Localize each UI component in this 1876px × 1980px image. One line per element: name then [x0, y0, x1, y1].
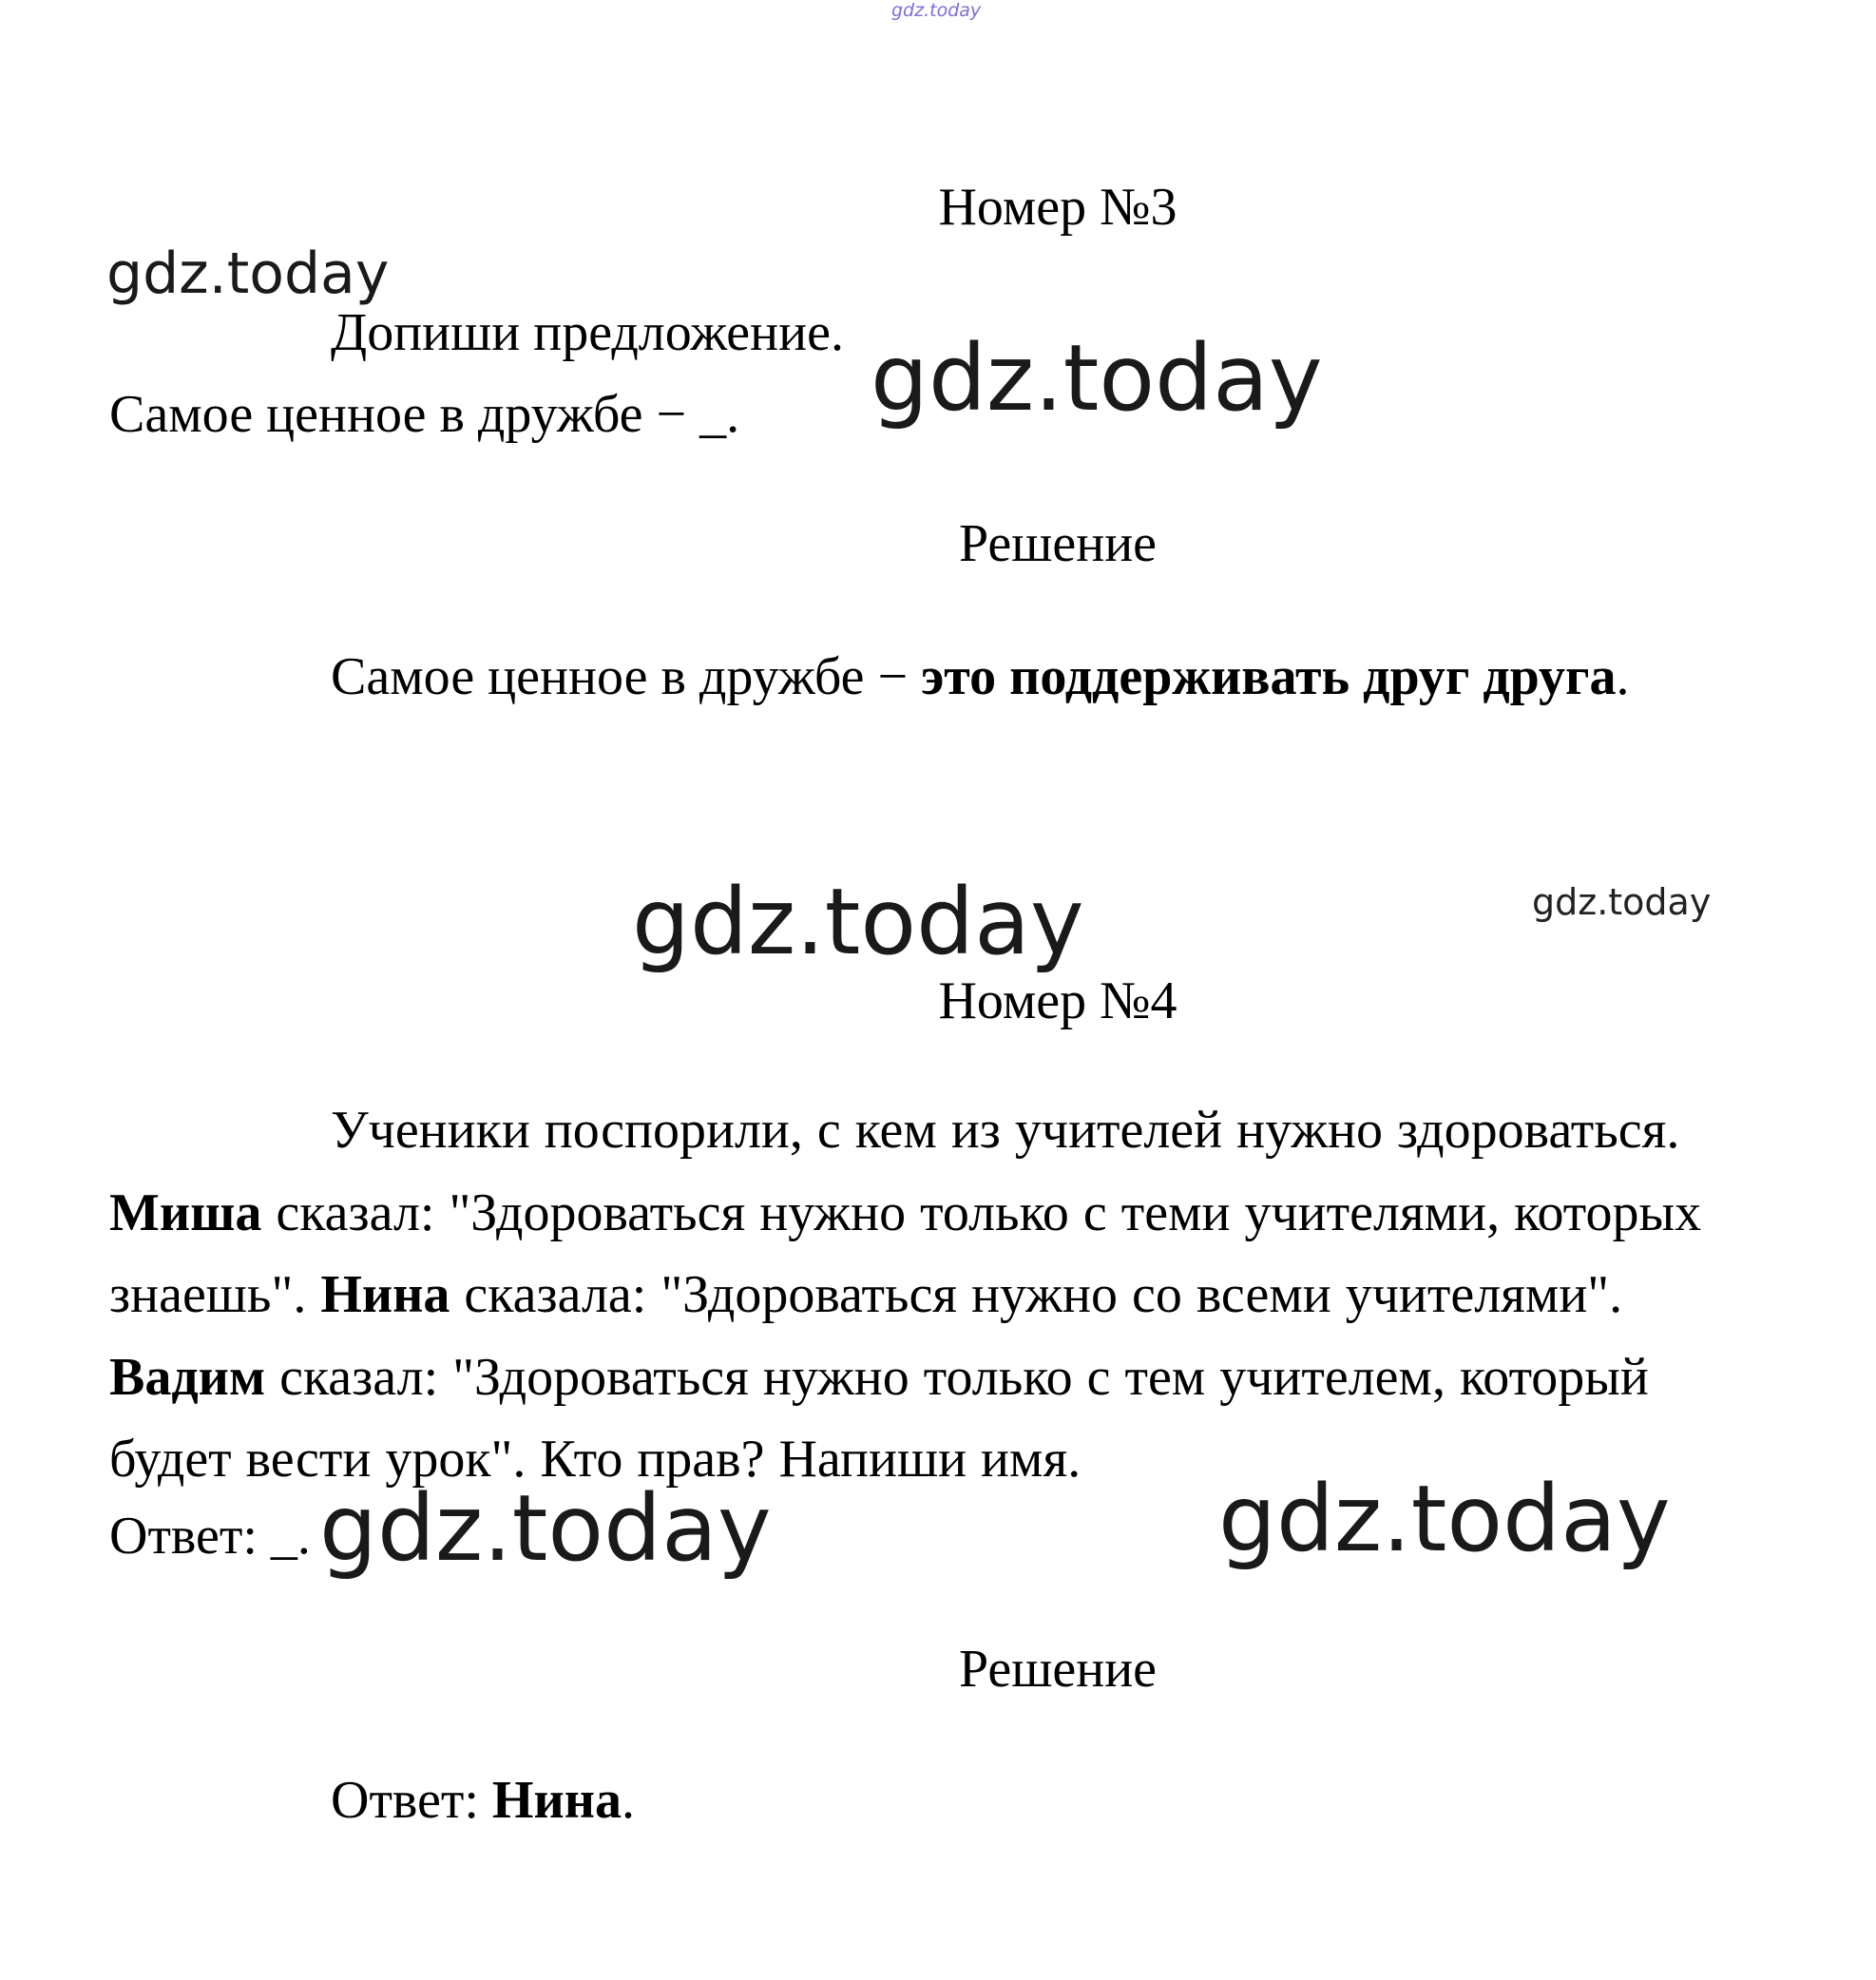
watermark-top: gdz.today	[891, 0, 982, 21]
task4-name-vadim: Вадим	[109, 1347, 266, 1407]
watermark: gdz.today	[106, 240, 390, 307]
task4-text-part3: сказала: "Здороваться нужно со всеми учителями".	[450, 1265, 1623, 1324]
task3-answer	[331, 647, 1630, 706]
task4-answer-suffix: .	[622, 1771, 636, 1830]
task4-answer	[331, 1771, 636, 1830]
watermark: gdz.today	[319, 1475, 772, 1582]
task4-text-part4: сказал: "Здороваться нужно только с тем учителем, который будет вести урок". Кто прав? Напиши имя.	[109, 1347, 1649, 1489]
task3-prompt: Допиши предложение.	[331, 303, 844, 362]
task4-solution-heading: Решение	[958, 1640, 1158, 1699]
task4-answer-line: Ответ: _.	[109, 1507, 311, 1566]
task3-answer-bold: это поддерживать друг друга	[921, 647, 1617, 706]
task4-answer-bold: Нина	[491, 1771, 622, 1830]
task3-answer-prefix: Самое ценное в дружбе −	[331, 647, 922, 706]
task3-solution-heading: Решение	[958, 514, 1158, 573]
task3-heading: Номер №3	[938, 178, 1177, 237]
task4-text	[109, 1089, 1782, 1501]
watermark: gdz.today	[1218, 1466, 1671, 1572]
watermark: gdz.today	[632, 869, 1084, 975]
task3-answer-suffix: .	[1616, 647, 1630, 706]
watermark: gdz.today	[1532, 881, 1712, 923]
task4-answer-prefix: Ответ:	[331, 1771, 492, 1830]
task4-name-nina: Нина	[320, 1265, 450, 1324]
task4-text-part1: Ученики поспорили, с кем из учителей нужно здороваться.	[331, 1101, 1680, 1160]
task4-heading: Номер №4	[938, 971, 1177, 1030]
watermark: gdz.today	[871, 325, 1323, 432]
task3-sentence: Самое ценное в дружбе − _.	[109, 385, 740, 444]
task4-text-part2: сказал: "Здороваться нужно только с теми учителями, которых знаешь".	[109, 1182, 1702, 1324]
task4-name-misha: Миша	[109, 1182, 262, 1242]
